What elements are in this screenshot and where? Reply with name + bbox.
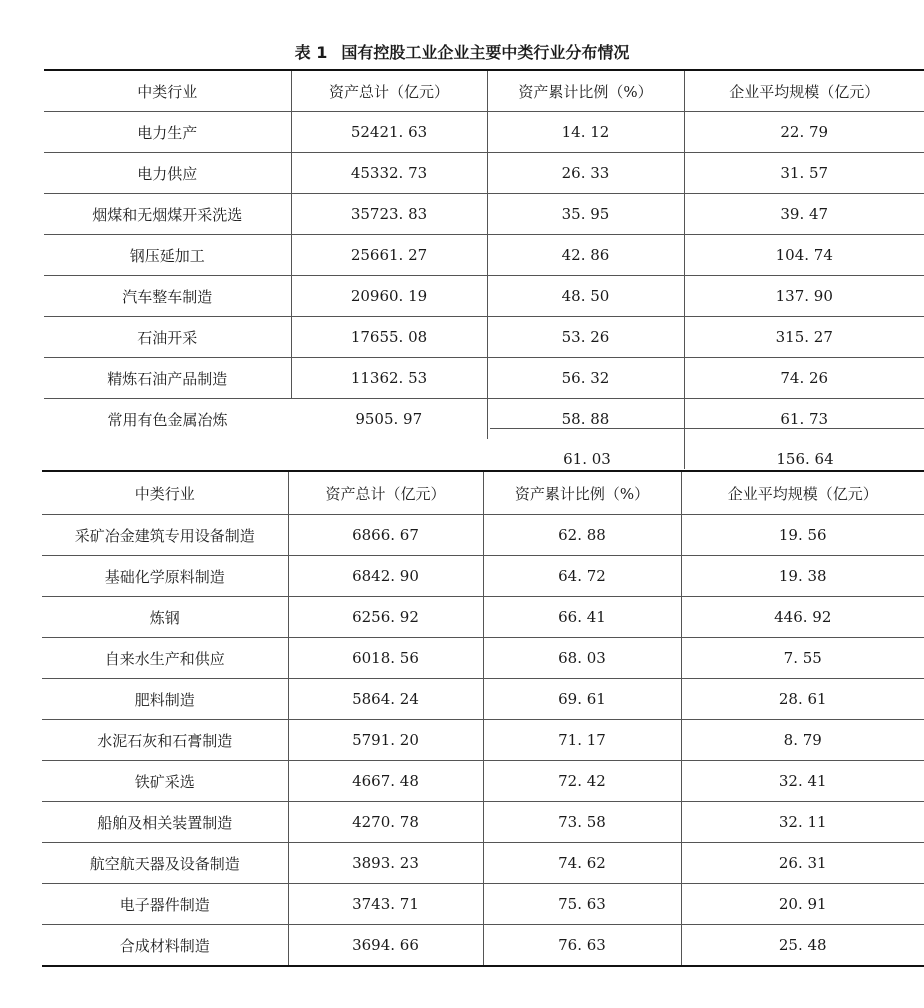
header-ratio: 资产累计比例（%） <box>483 471 681 515</box>
industry-cell: 基础化学原料制造 <box>42 556 288 597</box>
table-row <box>42 802 924 843</box>
avg-cell: 74. 26 <box>684 358 924 399</box>
avg-cell: 25. 48 <box>778 936 827 954</box>
assets-cell: 5791. 20 <box>288 720 483 761</box>
assets-cell: 3694. 66 <box>288 925 483 967</box>
industry-cell: 精炼石油产品制造 <box>44 358 291 399</box>
assets-cell: 25661. 27 <box>291 235 487 276</box>
fragment-row <box>490 428 924 469</box>
ratio-cell: 69. 61 <box>483 679 681 720</box>
industry-cell: 肥料制造 <box>42 679 288 720</box>
table-row <box>44 112 924 153</box>
avg-cell: 7. 55 <box>681 638 924 679</box>
avg-cell: 61. 73 <box>780 410 829 428</box>
table-row <box>42 679 924 720</box>
ratio-cell: 68. 03 <box>483 638 681 679</box>
assets-cell: 6842. 90 <box>288 556 483 597</box>
table-row <box>42 638 924 679</box>
industry-table-part-1 <box>44 69 924 439</box>
ratio-cell: 58. 88 <box>487 399 684 440</box>
header-avg-scale: 企业平均规模（亿元） <box>684 70 924 112</box>
header-row <box>44 70 924 112</box>
table-row <box>42 843 924 884</box>
table-row <box>42 720 924 761</box>
avg-cell: 32. 11 <box>681 802 924 843</box>
industry-cell: 铁矿采选 <box>42 761 288 802</box>
industry-cell: 船舶及相关装置制造 <box>42 802 288 843</box>
table-row <box>44 194 924 235</box>
assets-cell: 11362. 53 <box>291 358 487 399</box>
industry-cell: 汽车整车制造 <box>44 276 291 317</box>
avg-cell: 20. 91 <box>681 884 924 925</box>
industry-cell: 钢压延加工 <box>44 235 291 276</box>
industry-cell: 烟煤和无烟煤开采洗选 <box>44 194 291 235</box>
header-assets: 资产总计（亿元） <box>291 70 487 112</box>
assets-cell: 45332. 73 <box>291 153 487 194</box>
assets-cell: 6866. 67 <box>288 515 483 556</box>
avg-cell: 31. 57 <box>684 153 924 194</box>
industry-cell: 航空航天器及设备制造 <box>42 843 288 884</box>
table-row <box>44 235 924 276</box>
avg-cell: 446. 92 <box>681 597 924 638</box>
ratio-cell: 42. 86 <box>487 235 684 276</box>
assets-cell: 9505. 97 <box>291 399 487 440</box>
industry-cell: 水泥石灰和石膏制造 <box>42 720 288 761</box>
ratio-cell: 73. 58 <box>483 802 681 843</box>
industry-cell: 电力生产 <box>44 112 291 153</box>
industry-cell: 电子器件制造 <box>42 884 288 925</box>
assets-cell: 6256. 92 <box>288 597 483 638</box>
ratio-cell: 64. 72 <box>483 556 681 597</box>
assets-cell: 35723. 83 <box>291 194 487 235</box>
table-row <box>44 358 924 399</box>
assets-cell: 52421. 63 <box>291 112 487 153</box>
fragment-ratio-cell: 61. 03 <box>563 450 611 468</box>
table-row <box>44 317 924 358</box>
industry-table-part-2 <box>42 470 924 967</box>
fragment-avg-cell: 156. 64 <box>684 429 924 469</box>
table-row <box>42 515 924 556</box>
ratio-cell: 72. 42 <box>483 761 681 802</box>
ratio-cell: 56. 32 <box>487 358 684 399</box>
ratio-cell: 53. 26 <box>487 317 684 358</box>
header-industry: 中类行业 <box>42 471 288 515</box>
ratio-cell: 66. 41 <box>483 597 681 638</box>
header-avg-scale: 企业平均规模（亿元） <box>681 471 924 515</box>
table-row <box>42 761 924 802</box>
table-row <box>44 276 924 317</box>
avg-cell: 26. 31 <box>681 843 924 884</box>
industry-cell: 自来水生产和供应 <box>42 638 288 679</box>
table-caption <box>0 40 924 66</box>
avg-cell: 39. 47 <box>684 194 924 235</box>
table-row <box>42 925 924 967</box>
avg-cell: 28. 61 <box>681 679 924 720</box>
assets-cell: 3743. 71 <box>288 884 483 925</box>
avg-cell: 32. 41 <box>681 761 924 802</box>
industry-cell: 常用有色金属冶炼 <box>107 410 228 429</box>
ratio-cell: 26. 33 <box>487 153 684 194</box>
avg-cell: 22. 79 <box>684 112 924 153</box>
header-ratio: 资产累计比例（%） <box>487 70 684 112</box>
industry-cell: 炼钢 <box>42 597 288 638</box>
assets-cell: 3893. 23 <box>288 843 483 884</box>
ratio-cell: 48. 50 <box>487 276 684 317</box>
assets-cell: 4270. 78 <box>288 802 483 843</box>
assets-cell: 5864. 24 <box>288 679 483 720</box>
assets-cell: 6018. 56 <box>288 638 483 679</box>
table-row <box>42 556 924 597</box>
ratio-cell: 75. 63 <box>483 884 681 925</box>
assets-cell: 17655. 08 <box>291 317 487 358</box>
avg-cell: 315. 27 <box>684 317 924 358</box>
ratio-cell: 62. 88 <box>483 515 681 556</box>
header-industry: 中类行业 <box>44 70 291 112</box>
header-assets: 资产总计（亿元） <box>288 471 483 515</box>
avg-cell: 104. 74 <box>684 235 924 276</box>
avg-cell: 8. 79 <box>681 720 924 761</box>
table-row <box>42 597 924 638</box>
caption-number: 表 1 <box>294 43 328 62</box>
avg-cell: 137. 90 <box>684 276 924 317</box>
assets-cell: 4667. 48 <box>288 761 483 802</box>
assets-cell: 20960. 19 <box>291 276 487 317</box>
industry-cell: 采矿冶金建筑专用设备制造 <box>42 515 288 556</box>
ratio-cell: 35. 95 <box>487 194 684 235</box>
ratio-cell: 76. 63 <box>483 925 681 967</box>
table-row <box>42 884 924 925</box>
industry-cell: 电力供应 <box>44 153 291 194</box>
avg-cell: 19. 38 <box>681 556 924 597</box>
ratio-cell: 14. 12 <box>487 112 684 153</box>
table-row <box>44 153 924 194</box>
header-row <box>42 471 924 515</box>
ratio-cell: 71. 17 <box>483 720 681 761</box>
caption-title: 国有控股工业企业主要中类行业分布情况 <box>341 43 630 62</box>
ratio-cell: 74. 62 <box>483 843 681 884</box>
industry-cell: 石油开采 <box>44 317 291 358</box>
industry-cell: 合成材料制造 <box>42 925 288 967</box>
avg-cell: 19. 56 <box>681 515 924 556</box>
